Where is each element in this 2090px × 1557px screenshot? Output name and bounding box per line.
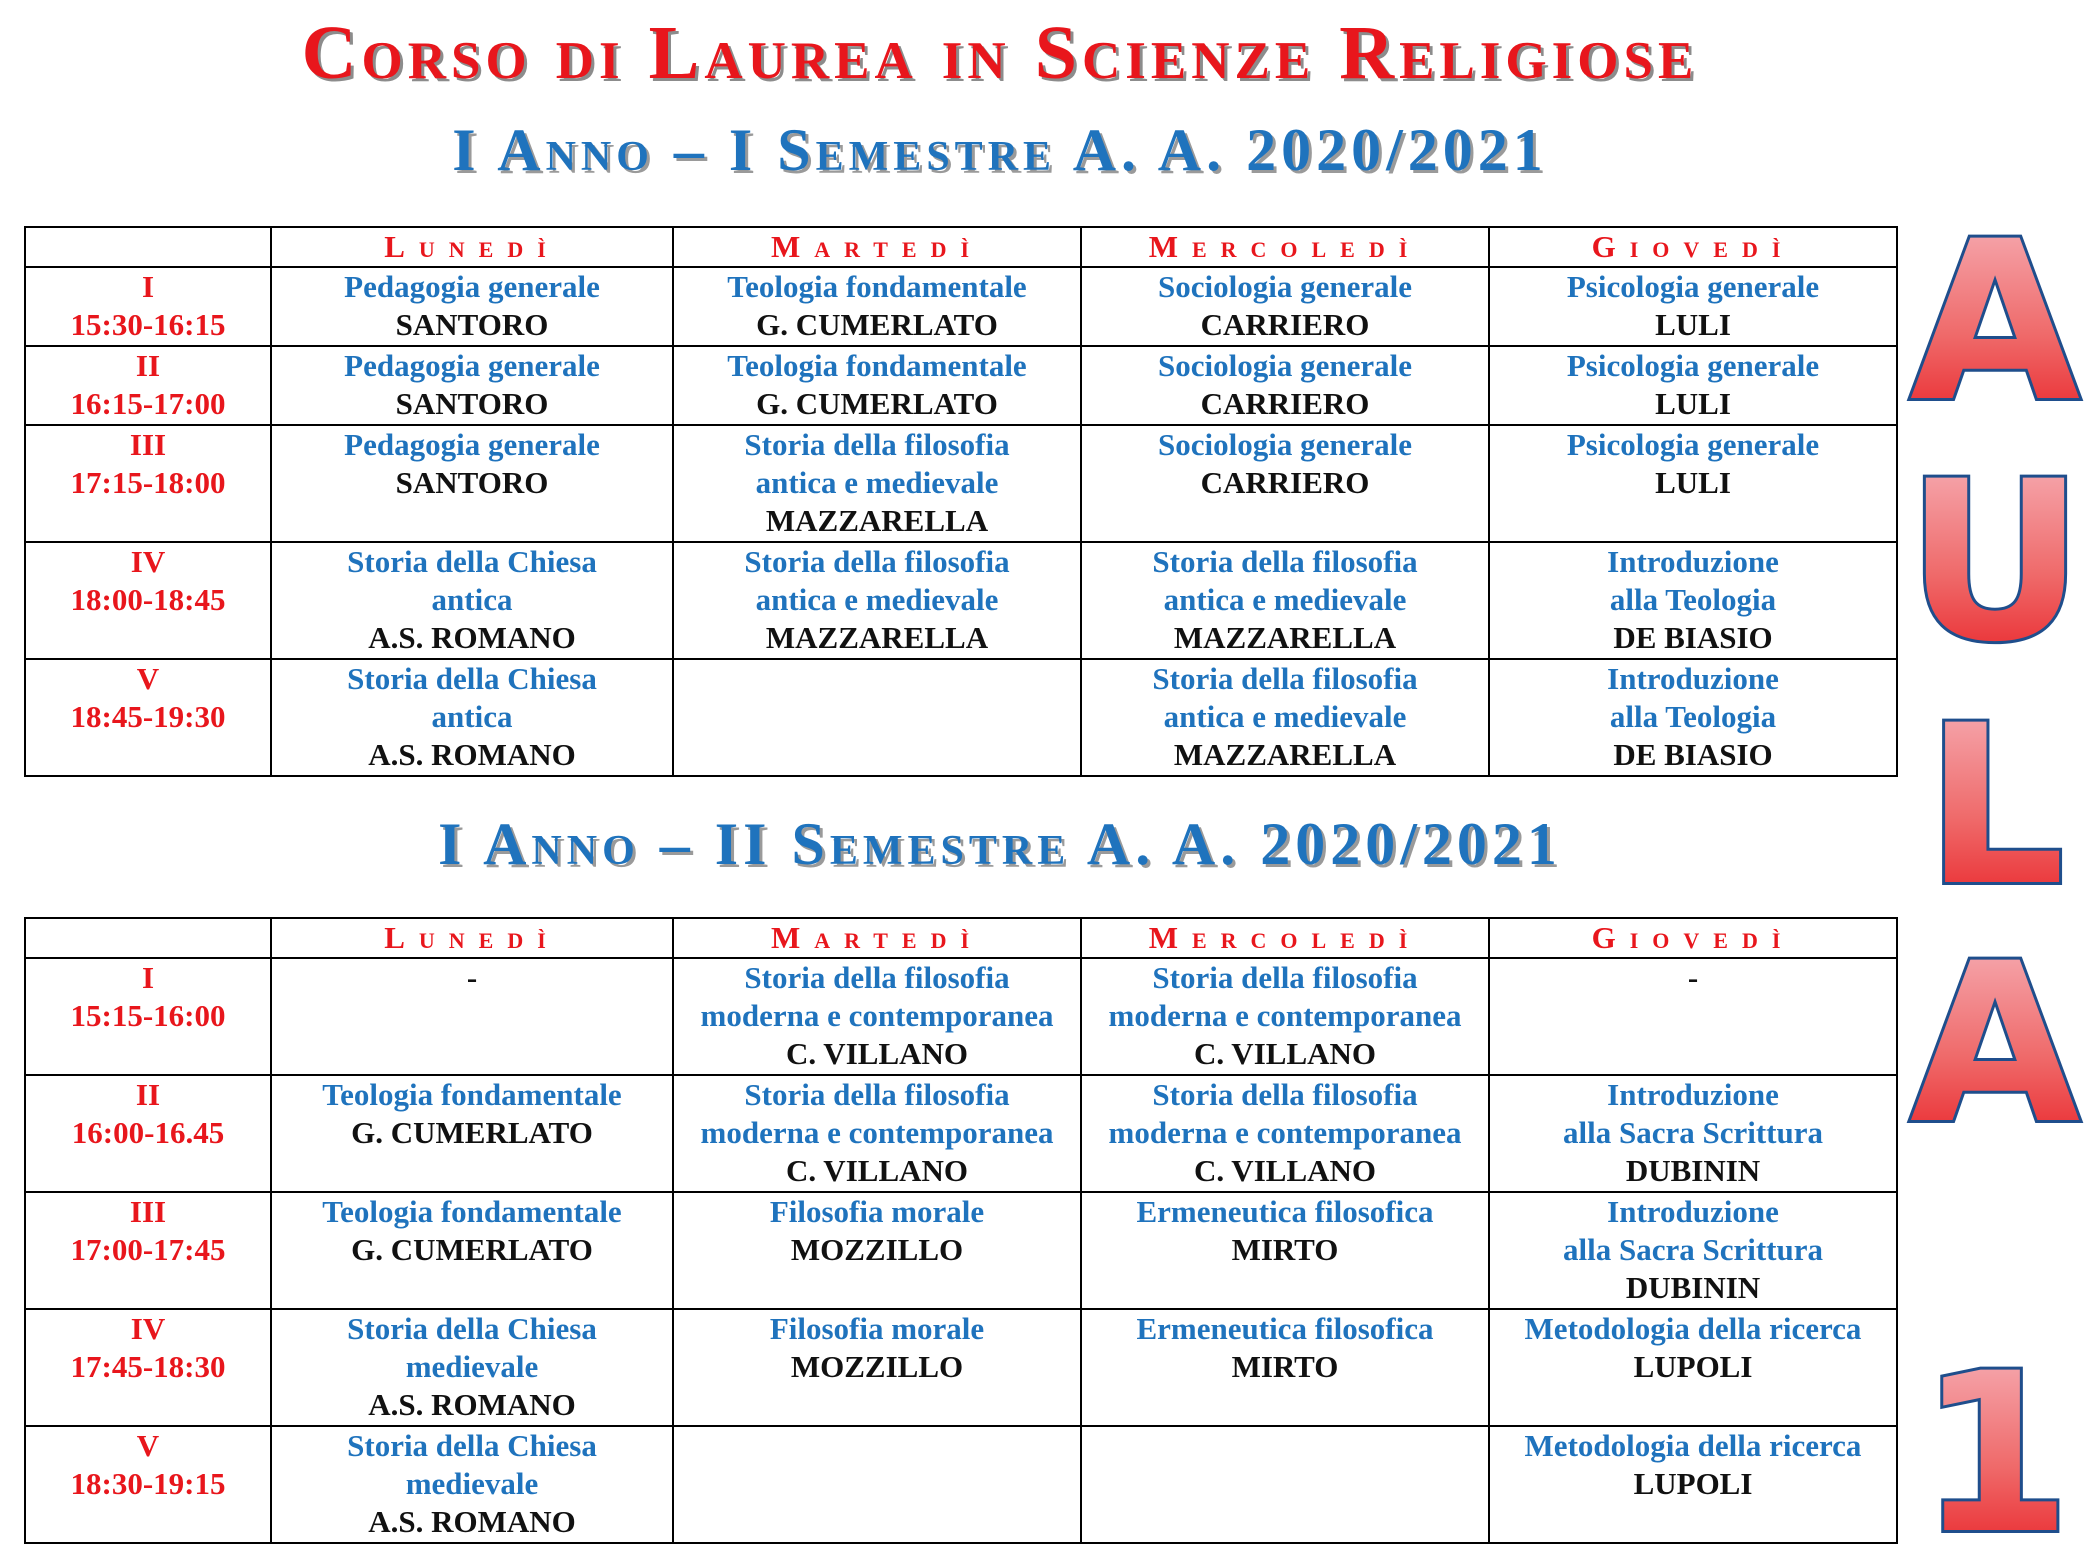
course-name: Pedagogia generale	[344, 427, 600, 462]
lesson-cell	[271, 1426, 673, 1543]
lesson-cell	[673, 1192, 1081, 1309]
teacher-name: MOZZILLO	[790, 1232, 964, 1267]
teacher-name: A.S. ROMANO	[368, 1387, 576, 1422]
timetable-row	[25, 542, 1897, 659]
aula-letter: A	[1909, 220, 2081, 450]
slot-time: 18:30-19:15	[70, 1466, 226, 1501]
lesson-cell	[673, 425, 1081, 542]
course-name: Introduzione	[1607, 544, 1779, 579]
teacher-name: LULI	[1655, 465, 1731, 500]
lesson-cell	[1081, 1192, 1489, 1309]
lesson-cell	[1489, 1075, 1897, 1192]
day-header: Mercoledì	[1081, 918, 1489, 958]
course-name: Psicologia generale	[1566, 427, 1820, 462]
course-name: medievale	[405, 1349, 539, 1384]
course-name: Storia della Chiesa	[347, 544, 597, 579]
time-slot-cell	[25, 1192, 271, 1309]
lesson-cell	[1489, 346, 1897, 425]
teacher-name: G. CUMERLATO	[756, 307, 998, 342]
day-header: Giovedì	[1489, 918, 1897, 958]
teacher-name: A.S. ROMANO	[368, 1504, 576, 1539]
lesson-cell	[673, 346, 1081, 425]
day-header: Martedì	[673, 227, 1081, 267]
teacher-name: A.S. ROMANO	[368, 737, 576, 772]
teacher-name: G. CUMERLATO	[756, 386, 998, 421]
slot-time: 16:00-16.45	[71, 1115, 225, 1150]
course-name: Filosofia morale	[769, 1194, 985, 1229]
lesson-cell	[271, 659, 673, 776]
lesson-cell	[1081, 1075, 1489, 1192]
lesson-cell	[271, 267, 673, 346]
slot-time: 15:30-16:15	[70, 307, 226, 342]
course-name: Sociologia generale	[1158, 427, 1412, 462]
course-name: moderna e contemporanea	[1108, 1115, 1462, 1150]
slot-time: 18:45-19:30	[70, 699, 226, 734]
aula-letter: 1	[1918, 1326, 2072, 1557]
timetable-row	[25, 1426, 1897, 1543]
course-name: antica e medievale	[1163, 582, 1407, 617]
course-name: Storia della filosofia	[1152, 960, 1418, 995]
course-name: Introduzione	[1607, 1077, 1779, 1112]
teacher-name: SANTORO	[395, 307, 549, 342]
lesson-cell	[1081, 542, 1489, 659]
lesson-cell	[673, 1075, 1081, 1192]
course-name: Ermeneutica filosofica	[1136, 1311, 1434, 1346]
semester-1-title: I Anno – I Semestre A. A. 2020/2021	[452, 117, 1548, 183]
time-slot-cell	[25, 1309, 271, 1426]
lesson-cell	[1489, 1426, 1897, 1543]
lesson-cell	[1081, 425, 1489, 542]
lesson-cell	[673, 1309, 1081, 1426]
time-slot-cell	[25, 659, 271, 776]
corner-cell	[25, 918, 271, 958]
time-slot-cell	[25, 346, 271, 425]
teacher-name: A.S. ROMANO	[368, 620, 576, 655]
course-name: Storia della filosofia	[744, 960, 1010, 995]
document-title: Corso di Laurea in Scienze Religiose	[301, 11, 1699, 95]
teacher-name: CARRIERO	[1200, 386, 1370, 421]
course-name: Teologia fondamentale	[727, 348, 1027, 383]
course-name: alla Teologia	[1609, 582, 1777, 617]
empty-dash: -	[1687, 960, 1699, 995]
course-name: medievale	[405, 1466, 539, 1501]
course-name: Teologia fondamentale	[727, 269, 1027, 304]
lesson-cell	[1081, 659, 1489, 776]
aula-1-sign	[1900, 220, 2090, 1557]
time-slot-cell	[25, 425, 271, 542]
lesson-cell	[1081, 1426, 1489, 1543]
course-name: alla Sacra Scrittura	[1562, 1115, 1823, 1150]
course-name: antica e medievale	[755, 582, 999, 617]
lesson-cell	[673, 659, 1081, 776]
course-name: Sociologia generale	[1158, 269, 1412, 304]
teacher-name: CARRIERO	[1200, 465, 1370, 500]
teacher-name: LULI	[1655, 386, 1731, 421]
teacher-name: LUPOLI	[1633, 1466, 1753, 1501]
teacher-name: MIRTO	[1231, 1349, 1339, 1384]
teacher-name: DE BIASIO	[1613, 737, 1773, 772]
timetable-row	[25, 659, 1897, 776]
course-name: Metodologia della ricerca	[1524, 1311, 1862, 1346]
lesson-cell	[673, 267, 1081, 346]
slot-time: 17:15-18:00	[70, 465, 226, 500]
aula-letter: A	[1909, 916, 2081, 1172]
course-name: Storia della filosofia	[1152, 661, 1418, 696]
course-name: antica e medievale	[755, 465, 999, 500]
course-name: Storia della filosofia	[1152, 544, 1418, 579]
course-name: moderna e contemporanea	[700, 1115, 1054, 1150]
teacher-name: DUBININ	[1625, 1270, 1761, 1305]
lesson-cell	[1489, 425, 1897, 542]
course-name: antica	[431, 582, 513, 617]
empty-dash: -	[466, 960, 478, 995]
lesson-cell	[1489, 958, 1897, 1075]
course-name: antica e medievale	[1163, 699, 1407, 734]
lesson-cell	[1081, 346, 1489, 425]
slot-numeral: IV	[130, 1311, 166, 1346]
day-header: Lunedì	[271, 227, 673, 267]
course-name: antica	[431, 699, 513, 734]
slot-time: 18:00-18:45	[70, 582, 226, 617]
teacher-name: G. CUMERLATO	[351, 1115, 593, 1150]
lesson-cell	[1489, 1309, 1897, 1426]
slot-time: 16:15-17:00	[70, 386, 226, 421]
day-header: Lunedì	[271, 918, 673, 958]
teacher-name: DUBININ	[1625, 1153, 1761, 1188]
course-name: Ermeneutica filosofica	[1136, 1194, 1434, 1229]
time-slot-cell	[25, 958, 271, 1075]
course-name: moderna e contemporanea	[700, 998, 1054, 1033]
time-slot-cell	[25, 267, 271, 346]
course-name: Storia della filosofia	[744, 544, 1010, 579]
lesson-cell	[673, 958, 1081, 1075]
course-name: Introduzione	[1607, 661, 1779, 696]
slot-time: 17:45-18:30	[70, 1349, 226, 1384]
course-name: Storia della filosofia	[1152, 1077, 1418, 1112]
lesson-cell	[673, 542, 1081, 659]
timetable-row	[25, 1309, 1897, 1426]
course-name: Storia della Chiesa	[347, 1311, 597, 1346]
course-name: Introduzione	[1607, 1194, 1779, 1229]
course-name: Storia della Chiesa	[347, 1428, 597, 1463]
teacher-name: MOZZILLO	[790, 1349, 964, 1384]
corner-cell	[25, 227, 271, 267]
course-name: Storia della filosofia	[744, 1077, 1010, 1112]
lesson-cell	[673, 1426, 1081, 1543]
lesson-cell	[271, 1192, 673, 1309]
teacher-name: C. VILLANO	[785, 1036, 969, 1071]
slot-numeral: III	[129, 427, 167, 462]
course-name: Sociologia generale	[1158, 348, 1412, 383]
course-name: Filosofia morale	[769, 1311, 985, 1346]
teacher-name: MAZZARELLA	[765, 503, 989, 538]
course-name: Psicologia generale	[1566, 348, 1820, 383]
day-header: Martedì	[673, 918, 1081, 958]
slot-numeral: V	[136, 1428, 160, 1463]
slot-numeral: V	[136, 661, 160, 696]
teacher-name: MAZZARELLA	[1173, 737, 1397, 772]
timetable-row	[25, 1075, 1897, 1192]
time-slot-cell	[25, 542, 271, 659]
semester-2-timetable	[24, 917, 1898, 1544]
aula-letter: L	[1924, 678, 2066, 934]
course-name: alla Sacra Scrittura	[1562, 1232, 1823, 1267]
time-slot-cell	[25, 1075, 271, 1192]
teacher-name: DE BIASIO	[1613, 620, 1773, 655]
lesson-cell	[1489, 659, 1897, 776]
course-name: moderna e contemporanea	[1108, 998, 1462, 1033]
lesson-cell	[1081, 267, 1489, 346]
slot-numeral: II	[135, 348, 161, 383]
lesson-cell	[271, 958, 673, 1075]
teacher-name: LUPOLI	[1633, 1349, 1753, 1384]
semester-2-title: I Anno – II Semestre A. A. 2020/2021	[438, 811, 1562, 877]
timetable-row	[25, 425, 1897, 542]
course-name: Metodologia della ricerca	[1524, 1428, 1862, 1463]
teacher-name: C. VILLANO	[785, 1153, 969, 1188]
timetable-row	[25, 1192, 1897, 1309]
timetable-row	[25, 346, 1897, 425]
lesson-cell	[271, 346, 673, 425]
semester-1-timetable	[24, 226, 1898, 777]
slot-numeral: II	[135, 1077, 161, 1112]
course-name: Teologia fondamentale	[322, 1077, 622, 1112]
time-slot-cell	[25, 1426, 271, 1543]
course-name: Storia della Chiesa	[347, 661, 597, 696]
timetable-row	[25, 958, 1897, 1075]
slot-time: 15:15-16:00	[70, 998, 226, 1033]
course-name: Pedagogia generale	[344, 269, 600, 304]
day-header: Giovedì	[1489, 227, 1897, 267]
lesson-cell	[271, 542, 673, 659]
teacher-name: CARRIERO	[1200, 307, 1370, 342]
slot-numeral: I	[141, 960, 155, 995]
lesson-cell	[1081, 958, 1489, 1075]
teacher-name: C. VILLANO	[1193, 1153, 1377, 1188]
day-header-row	[25, 227, 1897, 267]
slot-numeral: I	[141, 269, 155, 304]
lesson-cell	[271, 1075, 673, 1192]
teacher-name: LULI	[1655, 307, 1731, 342]
lesson-cell	[271, 425, 673, 542]
course-name: Pedagogia generale	[344, 348, 600, 383]
timetable-row	[25, 267, 1897, 346]
teacher-name: MIRTO	[1231, 1232, 1339, 1267]
teacher-name: G. CUMERLATO	[351, 1232, 593, 1267]
course-name: Psicologia generale	[1566, 269, 1820, 304]
slot-time: 17:00-17:45	[70, 1232, 226, 1267]
teacher-name: MAZZARELLA	[1173, 620, 1397, 655]
teacher-name: SANTORO	[395, 465, 549, 500]
lesson-cell	[1489, 542, 1897, 659]
course-name: Teologia fondamentale	[322, 1194, 622, 1229]
lesson-cell	[1081, 1309, 1489, 1426]
aula-letter: U	[1905, 434, 2085, 690]
slot-numeral: III	[129, 1194, 167, 1229]
lesson-cell	[271, 1309, 673, 1426]
day-header: Mercoledì	[1081, 227, 1489, 267]
day-header-row	[25, 918, 1897, 958]
course-name: alla Teologia	[1609, 699, 1777, 734]
slot-numeral: IV	[130, 544, 166, 579]
lesson-cell	[1489, 1192, 1897, 1309]
teacher-name: MAZZARELLA	[765, 620, 989, 655]
teacher-name: SANTORO	[395, 386, 549, 421]
course-name: Storia della filosofia	[744, 427, 1010, 462]
lesson-cell	[1489, 267, 1897, 346]
teacher-name: C. VILLANO	[1193, 1036, 1377, 1071]
